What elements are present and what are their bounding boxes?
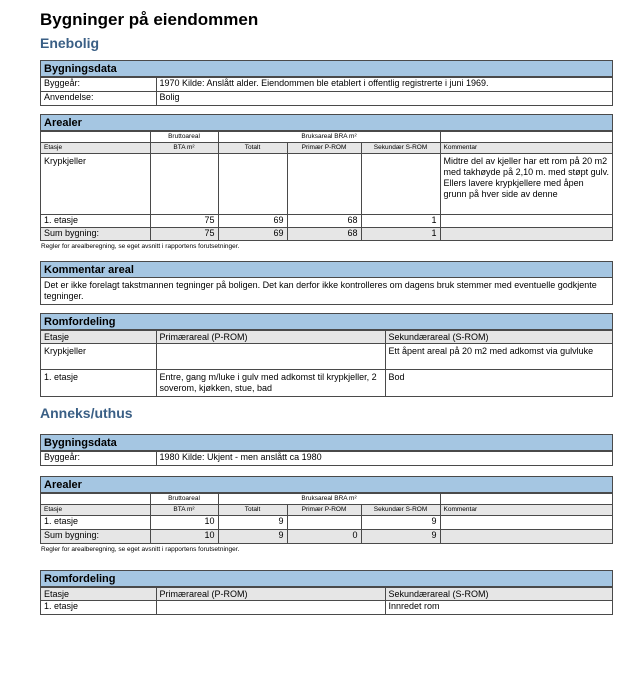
table-header-row [41, 494, 612, 505]
bygningsdata-title: Bygningsdata [41, 61, 612, 77]
table-header-row [41, 142, 612, 153]
table-header-row [41, 131, 612, 142]
field-label: Anvendelse: [41, 92, 156, 105]
field-value: 1970 Kilde: Anslått alder. Eiendommen ble etablert i offentlig registrerte i juni 1969. [156, 78, 612, 92]
cell-srom [361, 153, 440, 214]
cell-bta: 75 [150, 227, 218, 240]
field-label: Byggeår: [41, 451, 156, 465]
header-bta: BTA m² [150, 142, 218, 153]
kommentar-text: Det er ikke forelagt takstmannen tegninger på boligen. Det kan derfor ikke kontrolleres om dagens bruk stemmer med eventuelle godkjente tegninger. [44, 280, 597, 301]
header-etasje: Etasje [41, 331, 156, 344]
table-row [41, 600, 612, 614]
cell-prom: Entre, gang m/luke i gulv med adkomst til krypkjeller, 2 soverom, kjøkken, stue, bad [156, 370, 385, 396]
kommentar-areal [40, 261, 613, 305]
table-row-sum [41, 227, 612, 240]
cell-bta: 10 [150, 530, 218, 543]
header-totalt: Totalt [218, 505, 287, 516]
field-value: Bolig [156, 92, 612, 105]
header-prom: Primærareal (P-ROM) [156, 587, 385, 600]
header-etasje: Etasje [41, 587, 156, 600]
bygningsdata-table [41, 77, 612, 105]
table-row [41, 370, 612, 396]
cell-totalt [218, 153, 287, 214]
arealer-table [41, 131, 612, 241]
cell-kommentar: Midtre del av kjeller har ett rom på 20 m2 med takhøyde på 2,10 m. med støpt gulv. Ellers lavere krypkjellere med åpen grunn på hver side av denne [440, 153, 612, 214]
cell-etasje: 1. etasje [41, 214, 150, 227]
romfordeling-anneks [40, 570, 613, 616]
header-prom: Primær P-ROM [287, 142, 361, 153]
header-etasje: Etasje [41, 505, 150, 516]
header-srom: Sekundærareal (S-ROM) [385, 331, 612, 344]
table-header-row [41, 505, 612, 516]
bygningsdata-anneks [40, 434, 613, 467]
header-srom: Sekundær S-ROM [361, 505, 440, 516]
section-heading-anneks: Anneks/uthus [40, 404, 133, 421]
romfordeling-enebolig [40, 313, 613, 397]
arealer-title: Arealer [41, 477, 612, 493]
kommentar-title: Kommentar areal [41, 262, 612, 278]
cell-etasje: 1. etasje [41, 600, 156, 614]
field-label: Byggeår: [41, 78, 156, 92]
header-prom: Primærareal (P-ROM) [156, 331, 385, 344]
romfordeling-table [41, 587, 612, 615]
header-srom: Sekundærareal (S-ROM) [385, 587, 612, 600]
header-etasje: Etasje [41, 142, 150, 153]
cell-kommentar [440, 214, 612, 227]
cell-kommentar [440, 227, 612, 240]
cell-prom: 68 [287, 214, 361, 227]
report-page [40, 8, 613, 615]
bygningsdata-enebolig [40, 60, 613, 106]
table-row [41, 153, 612, 214]
cell-prom [287, 516, 361, 530]
bygningsdata-title: Bygningsdata [41, 435, 612, 451]
header-bruttoareal: Bruttoareal [150, 494, 218, 505]
table-row [41, 344, 612, 370]
header-bruksareal: Bruksareal BRA m² [218, 131, 440, 142]
arealer-note: Regler for arealberegning, se eget avsnitt i rapportens forutsetninger. [41, 243, 240, 250]
cell-totalt: 69 [218, 227, 287, 240]
header-srom: Sekundær S-ROM [361, 142, 440, 153]
cell-srom: 9 [361, 516, 440, 530]
header-prom: Primær P-ROM [287, 505, 361, 516]
cell-srom: Innredet rom [385, 600, 612, 614]
cell-srom: Ett åpent areal på 20 m2 med adkomst via gulvluke [385, 344, 612, 370]
table-row-sum [41, 530, 612, 543]
arealer-title: Arealer [41, 115, 612, 131]
header-bruksareal: Bruksareal BRA m² [218, 494, 440, 505]
arealer-enebolig [40, 114, 613, 242]
table-row [41, 78, 612, 92]
cell-srom: 9 [361, 530, 440, 543]
cell-prom: 68 [287, 227, 361, 240]
cell-etasje: Krypkjeller [41, 153, 150, 214]
header-totalt: Totalt [218, 142, 287, 153]
header-bruttoareal: Bruttoareal [150, 131, 218, 142]
table-header-row [41, 331, 612, 344]
table-row [41, 92, 612, 105]
header-kommentar: Kommentar [440, 142, 612, 153]
bygningsdata-table [41, 451, 612, 466]
cell-bta [150, 153, 218, 214]
romfordeling-title: Romfordeling [41, 571, 612, 587]
cell-prom [287, 153, 361, 214]
cell-totalt: 9 [218, 530, 287, 543]
cell-prom [156, 600, 385, 614]
cell-bta: 10 [150, 516, 218, 530]
cell-srom: 1 [361, 227, 440, 240]
header-kommentar: Kommentar [440, 505, 612, 516]
cell-srom: Bod [385, 370, 612, 396]
table-row [41, 516, 612, 530]
cell-etasje: Krypkjeller [41, 344, 156, 370]
cell-totalt: 9 [218, 516, 287, 530]
cell-prom [156, 344, 385, 370]
romfordeling-title: Romfordeling [41, 314, 612, 330]
cell-etasje: Sum bygning: [41, 530, 150, 543]
cell-bta: 75 [150, 214, 218, 227]
cell-etasje: Sum bygning: [41, 227, 150, 240]
cell-prom: 0 [287, 530, 361, 543]
cell-kommentar [440, 516, 612, 530]
romfordeling-table [41, 330, 612, 396]
cell-srom: 1 [361, 214, 440, 227]
field-value: 1980 Kilde: Ukjent - men anslått ca 1980 [156, 451, 612, 465]
cell-kommentar [440, 530, 612, 543]
arealer-note: Regler for arealberegning, se eget avsnitt i rapportens forutsetninger. [41, 545, 240, 553]
table-row [41, 214, 612, 227]
cell-etasje: 1. etasje [41, 370, 156, 396]
arealer-table [41, 493, 612, 543]
section-heading-enebolig: Enebolig [40, 35, 100, 51]
table-header-row [41, 587, 612, 600]
cell-etasje: 1. etasje [41, 516, 150, 530]
cell-totalt: 69 [218, 214, 287, 227]
arealer-anneks [40, 476, 613, 544]
table-row [41, 451, 612, 465]
page-title: Bygninger på eiendommen [40, 10, 259, 29]
header-bta: BTA m² [150, 505, 218, 516]
